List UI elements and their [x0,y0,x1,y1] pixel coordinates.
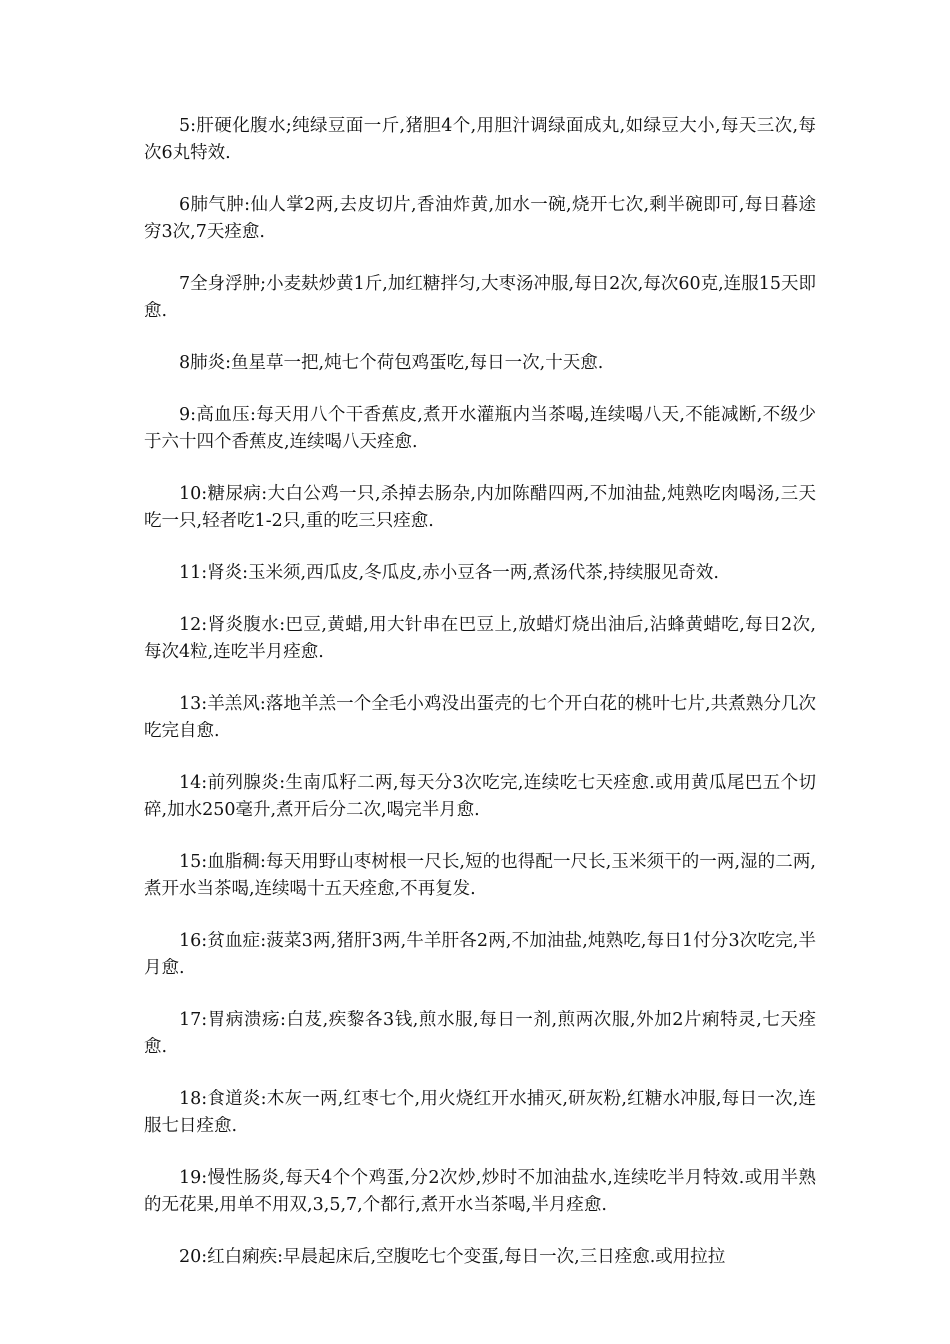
paragraph-remedy-10: 10:糖尿病:大白公鸡一只,杀掉去肠杂,内加陈醋四两,不加油盐,炖熟吃肉喝汤,三天吃一只,轻者吃1-2只,重的吃三只痊愈. [144,484,816,531]
paragraph-remedy-16: 16:贫血症:菠菜3两,猪肝3两,牛羊肝各2两,不加油盐,炖熟吃,每日1付分3次吃完,半月愈. [144,931,816,978]
paragraph-remedy-5: 5:肝硬化腹水;纯绿豆面一斤,猪胆4个,用胆汁调绿面成丸,如绿豆大小,每天三次,每次6丸特效. [144,116,816,163]
paragraph-remedy-7: 7全身浮肿;小麦麸炒黄1斤,加红糖拌匀,大枣汤冲服,每日2次,每次60克,连服15天即愈. [144,274,816,321]
paragraph-remedy-6: 6肺气肿:仙人掌2两,去皮切片,香油炸黄,加水一碗,烧开七次,剩半碗即可,每日暮途穷3次,7天痊愈. [144,195,816,242]
paragraph-remedy-20: 20:红白痢疾:早晨起床后,空腹吃七个变蛋,每日一次,三日痊愈.或用拉拉 [179,1247,726,1267]
paragraph-remedy-8: 8肺炎:鱼星草一把,炖七个荷包鸡蛋吃,每日一次,十天愈. [179,353,604,373]
paragraph-remedy-13: 13:羊羔风:落地羊羔一个全毛小鸡没出蛋壳的七个开白花的桃叶七片,共煮熟分几次吃完自愈. [144,694,816,741]
paragraph-remedy-9: 9:高血压:每天用八个干香蕉皮,煮开水灌瓶内当茶喝,连续喝八天,不能减断,不级少于六十四个香蕉皮,连续喝八天痊愈. [144,405,816,452]
document-body [144,113,816,1296]
paragraph-remedy-12: 12:肾炎腹水:巴豆,黄蜡,用大针串在巴豆上,放蜡灯烧出油后,沾蜂黄蜡吃,每日2次,每次4粒,连吃半月痊愈. [144,615,816,662]
paragraph-remedy-18: 18:食道炎:木灰一两,红枣七个,用火烧红开水捕灭,研灰粉,红糖水冲服,每日一次,连服七日痊愈. [144,1089,816,1136]
paragraph-remedy-19: 19:慢性肠炎,每天4个个鸡蛋,分2次炒,炒时不加油盐水,连续吃半月特效.或用半熟的无花果,用单不用双,3,5,7,个都行,煮开水当茶喝,半月痊愈. [144,1168,816,1215]
paragraph-remedy-11: 11:肾炎:玉米须,西瓜皮,冬瓜皮,赤小豆各一两,煮汤代茶,持续服见奇效. [179,563,719,583]
paragraph-remedy-15: 15:血脂稠:每天用野山枣树根一尺长,短的也得配一尺长,玉米须干的一两,湿的二两,煮开水当茶喝,连续喝十五天痊愈,不再复发. [144,852,816,899]
paragraph-remedy-17: 17:胃病溃疡:白芨,疾黎各3钱,煎水服,每日一剂,煎两次服,外加2片痢特灵,七天痊愈. [144,1010,816,1057]
paragraph-remedy-14: 14:前列腺炎:生南瓜籽二两,每天分3次吃完,连续吃七天痊愈.或用黄瓜尾巴五个切碎,加水250毫升,煮开后分二次,喝完半月愈. [144,773,816,820]
